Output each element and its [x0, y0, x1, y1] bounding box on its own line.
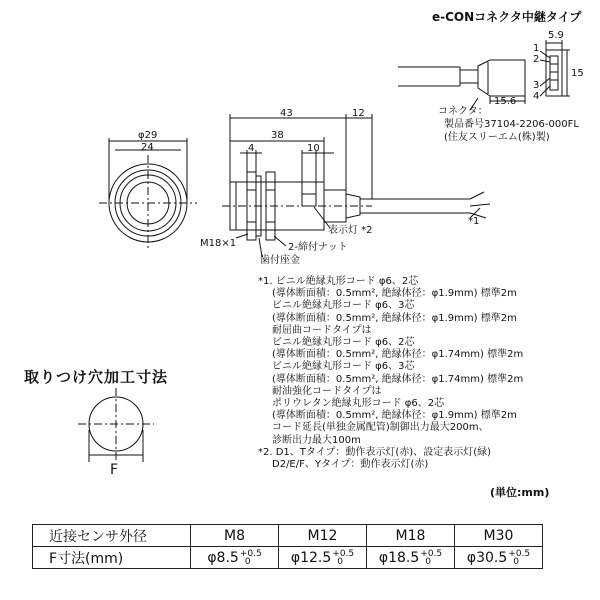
tol-lower: 0: [425, 556, 432, 567]
dim-dia-29: φ29: [138, 130, 158, 141]
note-line: (導体断面積：0.5mm², 絶縁体径：φ1.74mm) 標準2m: [272, 373, 524, 385]
table-row-label: F寸法(mm): [33, 547, 191, 569]
f-value: φ12.5: [290, 549, 332, 566]
unit-label: (単位:mm): [490, 486, 550, 499]
table-cell: [367, 547, 455, 569]
dim-43: 43: [280, 108, 293, 119]
notes-block: [258, 276, 598, 471]
dim-4: 4: [248, 143, 255, 154]
note-line: (導体断面積：0.5mm², 絶縁体径：φ1.9mm) 標準2m: [272, 312, 517, 324]
table-header-size: M12: [279, 525, 367, 547]
note-line: 診断出力最大100m: [272, 434, 361, 446]
table-header-row: [33, 525, 543, 547]
econ-pin-3: 3: [533, 80, 540, 91]
dim-12: 12: [352, 108, 365, 119]
note-line: 耐油強化コードタイプは: [272, 385, 382, 397]
econ-pin-2: 2: [533, 54, 540, 65]
f-value: φ18.5: [378, 549, 420, 566]
note-line: D2/E/F、Yタイプ：動作表示灯(赤): [272, 459, 429, 471]
econ-connector-drawing: [398, 40, 570, 110]
dim-10: 10: [307, 143, 320, 154]
note-line: *2. D1、Tタイプ：動作表示灯(赤)、設定表示灯(緑): [258, 446, 491, 458]
tol-upper: +0.5: [332, 548, 355, 559]
mounting-hole-drawing: [78, 388, 154, 462]
thread-label: M18×1: [200, 238, 237, 249]
table-row: [33, 547, 543, 569]
f-dimension-table: [32, 524, 543, 569]
note-line: ポリウレタン絶縁丸形コード φ6、2芯: [272, 398, 445, 410]
note-line: *1. ビニル絶縁丸形コード φ6、2芯: [258, 276, 419, 287]
econ-pin-4: 4: [533, 91, 540, 102]
dim-24: 24: [141, 142, 154, 153]
tolerance: [332, 550, 354, 566]
tol-lower: 0: [513, 556, 520, 567]
note-line: (導体断面積：0.5mm², 絶縁体径：φ1.74mm) 標準2m: [272, 349, 524, 361]
f-value: φ8.5: [207, 549, 239, 566]
econ-connector-maker: (住友スリーエム(株)製): [444, 132, 550, 143]
tolerance: [420, 550, 442, 566]
tol-upper: +0.5: [239, 548, 262, 559]
econ-connector-part: 製品番号37104-2206-000FL: [444, 119, 579, 130]
tolerance: [508, 550, 530, 566]
mounting-hole-title: 取りつけ穴加工寸法: [24, 368, 169, 386]
table-cell: [279, 547, 367, 569]
nut-label: 2-締付ナット: [288, 242, 348, 253]
tol-upper: +0.5: [420, 548, 443, 559]
table-header-size: M8: [191, 525, 279, 547]
econ-title: e-CONコネクタ中継タイプ: [432, 10, 582, 24]
front-view-drawing: [99, 138, 197, 250]
tol-upper: +0.5: [508, 548, 531, 559]
note-line: 耐屈曲コードタイプは: [272, 324, 372, 336]
tol-lower: 0: [244, 556, 251, 567]
econ-dim-15: 15: [571, 68, 584, 79]
tol-lower: 0: [337, 556, 344, 567]
note-line: (導体断面積：0.5mm², 絶縁体径：φ1.9mm) 標準2m: [272, 410, 517, 422]
table-header-label: 近接センサ外径: [33, 525, 191, 547]
washer-label: 歯付座金: [260, 255, 300, 266]
table-cell: [191, 547, 279, 569]
indicator-label: 表示灯 *2: [328, 225, 373, 236]
econ-connector-label: コネクタ：: [438, 106, 488, 117]
econ-dim-15-6: 15.6: [494, 96, 517, 107]
table-header-size: M18: [367, 525, 455, 547]
tolerance: [240, 550, 262, 566]
note-line: (導体断面積：0.5mm², 絶縁体径：φ1.9mm) 標準2m: [272, 288, 517, 300]
note-line: コード延長(単独金属配管)制御出力最大200m、: [272, 422, 489, 434]
econ-pin-1: 1: [533, 43, 540, 54]
f-value: φ30.5: [466, 549, 508, 566]
cable-note-marker: *1: [468, 216, 480, 227]
note-line: ビニル絶縁丸形コード φ6、2芯: [272, 337, 415, 349]
hole-f-label: F: [110, 462, 119, 478]
dim-38: 38: [271, 130, 284, 141]
table-header-size: M30: [455, 525, 543, 547]
note-line: ビニル絶縁丸形コード φ6、3芯: [272, 361, 415, 373]
econ-dim-5-9: 5.9: [548, 30, 564, 41]
table-cell: [455, 547, 543, 569]
note-line: ビニル絶縁丸形コード φ6、3芯: [272, 300, 415, 312]
